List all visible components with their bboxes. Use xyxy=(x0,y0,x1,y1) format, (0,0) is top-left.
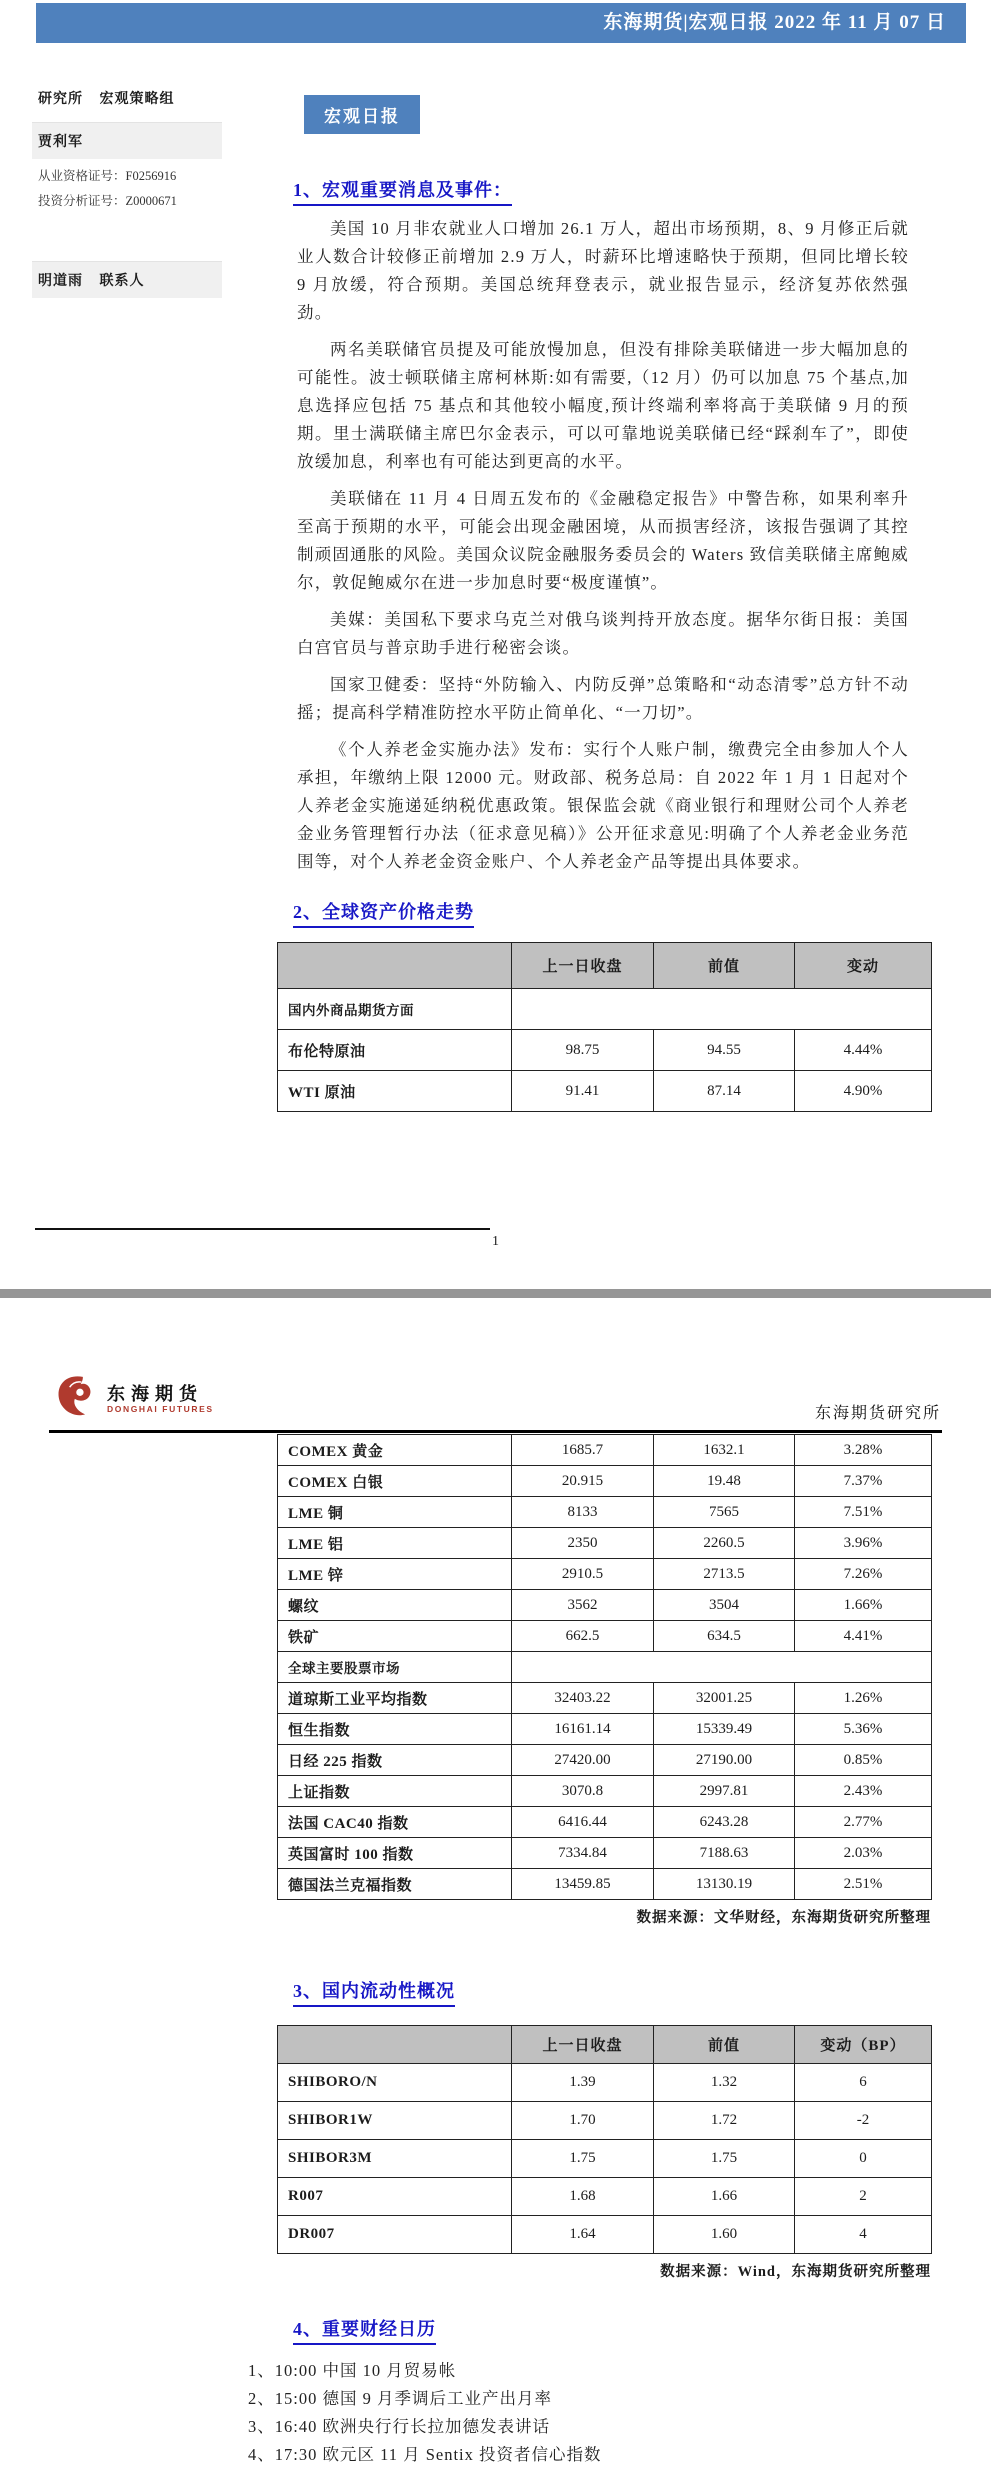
cell-value: 4.41% xyxy=(795,1621,932,1652)
table-row xyxy=(278,1776,932,1807)
row-label: COMEX 黄金 xyxy=(278,1435,512,1466)
cell-value: 27420.00 xyxy=(512,1745,654,1776)
row-label: COMEX 白银 xyxy=(278,1466,512,1497)
row-label: LME 铜 xyxy=(278,1497,512,1528)
cell-value: 20.915 xyxy=(512,1466,654,1497)
table-section-row xyxy=(278,1652,932,1683)
table-row xyxy=(278,1683,932,1714)
cell-value: 1.68 xyxy=(512,2178,654,2216)
cell-value: 4.44% xyxy=(795,1030,932,1071)
paragraph: 两名美联储官员提及可能放慢加息，但没有排除美联储进一步大幅加息的可能性。波士顿联储主席柯林斯:如有需要,（12 月）仍可以加息 75 个基点,加息选择应包括 75 基点和其他较小幅度,预计终端利率将高于美联储 9 月的预期。里士满联储主席巴尔金表示，可以可靠地说美联储已经“踩刹车了”，即使放缓加息，利率也有可能达到更高的水平。 xyxy=(297,340,909,471)
company-logo xyxy=(55,1372,214,1425)
cell-value: 4.90% xyxy=(795,1071,932,1112)
cell-value: 19.48 xyxy=(654,1466,795,1497)
dept-label: 研究所 xyxy=(38,92,83,107)
group-label: 宏观策略组 xyxy=(99,92,175,107)
row-label: 法国 CAC40 指数 xyxy=(278,1807,512,1838)
cell-value: 2.51% xyxy=(795,1869,932,1900)
section-row-spacer xyxy=(512,1652,932,1683)
calendar-item: 3、16:40 欧洲央行行长拉加德发表讲话 xyxy=(248,2417,550,2436)
cell-value: 7.26% xyxy=(795,1559,932,1590)
calendar-item: 4、17:30 欧元区 11 月 Sentix 投资者信心指数 xyxy=(248,2445,602,2464)
cell-value: 94.55 xyxy=(654,1030,795,1071)
section1-title: 1、宏观重要消息及事件： xyxy=(293,176,512,206)
page-divider xyxy=(0,1289,991,1298)
table-header-row xyxy=(278,943,932,989)
logo-text xyxy=(107,1384,214,1414)
column-header: 前值 xyxy=(654,943,795,989)
cell-value: 3562 xyxy=(512,1590,654,1621)
logo-name-cn: 东海期货 xyxy=(107,1383,203,1404)
logo-name-en: DONGHAI FUTURES xyxy=(107,1403,214,1414)
contact-line xyxy=(32,261,222,298)
table-row xyxy=(278,2140,932,2178)
row-label: 全球主要股票市场 xyxy=(278,1652,512,1683)
cell-value: 16161.14 xyxy=(512,1714,654,1745)
row-label: 恒生指数 xyxy=(278,1714,512,1745)
cell-value: 5.36% xyxy=(795,1714,932,1745)
table-row xyxy=(278,1528,932,1559)
paragraph: 国家卫健委：坚持“外防输入、内防反弹”总策略和“动态清零”总方针不动摇；提高科学精准防控水平防止简单化、“一刀切”。 xyxy=(297,675,909,722)
column-header: 前值 xyxy=(654,2026,795,2064)
row-label: 上证指数 xyxy=(278,1776,512,1807)
table-row xyxy=(278,1807,932,1838)
table-row xyxy=(278,1621,932,1652)
table-row xyxy=(278,1714,932,1745)
cell-value: 3.28% xyxy=(795,1435,932,1466)
cell-value: 634.5 xyxy=(654,1621,795,1652)
cell-value: 2910.5 xyxy=(512,1559,654,1590)
contact-name: 明道雨 xyxy=(38,274,83,289)
calendar-item: 1、10:00 中国 10 月贸易帐 xyxy=(248,2361,457,2380)
cell-value: 7334.84 xyxy=(512,1838,654,1869)
row-label: LME 铝 xyxy=(278,1528,512,1559)
cell-value: 32001.25 xyxy=(654,1683,795,1714)
practice-cert-number: 从业资格证号：F0256916 xyxy=(38,169,177,183)
section3-title: 3、国内流动性概况 xyxy=(293,1977,455,2007)
column-header: 上一日收盘 xyxy=(512,943,654,989)
analyst-sidebar xyxy=(32,88,222,298)
cell-value: 2997.81 xyxy=(654,1776,795,1807)
section4-title: 4、重要财经日历 xyxy=(293,2315,436,2345)
table-header-row xyxy=(278,2026,932,2064)
global-assets-table-page1 xyxy=(277,942,932,1112)
paragraph: 美联储在 11 月 4 日周五发布的《金融稳定报告》中警告称，如果利率升至高于预期的水平，可能会出现金融困境，从而损害经济，该报告强调了其控制顽固通胀的风险。美国众议院金融服务委员会的 Waters 致信美联储主席鲍威尔，敦促鲍威尔在进一步加息时要“极度谨慎”。 xyxy=(297,489,909,592)
cell-value: 8133 xyxy=(512,1497,654,1528)
data-source-note: 数据来源：Wind，东海期货研究所整理 xyxy=(660,2264,931,2280)
cell-value: 662.5 xyxy=(512,1621,654,1652)
header-rule xyxy=(49,1430,942,1433)
cell-value: 0.85% xyxy=(795,1745,932,1776)
report-title-banner: 东海期货|宏观日报 2022 年 11 月 07 日 xyxy=(36,3,966,43)
page1-content xyxy=(277,95,909,1112)
row-label: SHIBORO/N xyxy=(278,2064,512,2102)
section-row-spacer xyxy=(512,989,932,1030)
cell-value: 1685.7 xyxy=(512,1435,654,1466)
global-assets-table-page2 xyxy=(277,1434,932,1900)
cell-value: 7565 xyxy=(654,1497,795,1528)
footer-rule xyxy=(35,1228,490,1230)
cell-value: 7.51% xyxy=(795,1497,932,1528)
page2-content xyxy=(0,1340,991,2469)
table-row xyxy=(278,1030,932,1071)
cell-value: 2 xyxy=(795,2178,932,2216)
row-label: 国内外商品期货方面 xyxy=(278,989,512,1030)
report-type-badge: 宏观日报 xyxy=(304,95,420,134)
table-row xyxy=(278,1071,932,1112)
table-row xyxy=(278,2064,932,2102)
cell-value: 6416.44 xyxy=(512,1807,654,1838)
cell-value: 1.39 xyxy=(512,2064,654,2102)
table-row xyxy=(278,2178,932,2216)
cell-value: 91.41 xyxy=(512,1071,654,1112)
row-label: 道琼斯工业平均指数 xyxy=(278,1683,512,1714)
cell-value: 4 xyxy=(795,2216,932,2254)
row-label: SHIBOR1W xyxy=(278,2102,512,2140)
liquidity-table xyxy=(277,2025,932,2254)
cell-value: 6 xyxy=(795,2064,932,2102)
row-label: 铁矿 xyxy=(278,1621,512,1652)
table-section-row xyxy=(278,989,932,1030)
cell-value: 13130.19 xyxy=(654,1869,795,1900)
cell-value: 2350 xyxy=(512,1528,654,1559)
cell-value: 1.26% xyxy=(795,1683,932,1714)
research-institute-label: 东海期货研究所 xyxy=(814,1405,941,1422)
cell-value: 1.66 xyxy=(654,2178,795,2216)
cell-value: 1632.1 xyxy=(654,1435,795,1466)
column-header: 变动 xyxy=(795,943,932,989)
table-row xyxy=(278,2216,932,2254)
row-label: 螺纹 xyxy=(278,1590,512,1621)
cell-value: 1.72 xyxy=(654,2102,795,2140)
page-number: 1 xyxy=(492,1234,499,1249)
table-row xyxy=(278,1838,932,1869)
cell-value: 6243.28 xyxy=(654,1807,795,1838)
cell-value: 2.77% xyxy=(795,1807,932,1838)
cell-value: 7.37% xyxy=(795,1466,932,1497)
cell-value: 98.75 xyxy=(512,1030,654,1071)
page2-header xyxy=(0,1372,991,1430)
cell-value: 1.70 xyxy=(512,2102,654,2140)
analyst-name: 贾利军 xyxy=(32,122,222,159)
paragraph: 美媒：美国私下要求乌克兰对俄乌谈判持开放态度。据华尔街日报：美国白宫官员与普京助手进行秘密会谈。 xyxy=(297,610,909,657)
cell-value: 87.14 xyxy=(654,1071,795,1112)
column-header: 上一日收盘 xyxy=(512,2026,654,2064)
cell-value: 1.66% xyxy=(795,1590,932,1621)
column-header xyxy=(278,943,512,989)
analysis-cert-number: 投资分析证号：Z0000671 xyxy=(38,194,177,208)
section2-title: 2、全球资产价格走势 xyxy=(293,898,474,928)
row-label: DR007 xyxy=(278,2216,512,2254)
cell-value: 0 xyxy=(795,2140,932,2178)
table-row xyxy=(278,1435,932,1466)
cell-value: 13459.85 xyxy=(512,1869,654,1900)
data-source-note: 数据来源：文华财经，东海期货研究所整理 xyxy=(636,1910,931,1926)
table-row xyxy=(278,1869,932,1900)
cell-value: 2713.5 xyxy=(654,1559,795,1590)
row-label: 布伦特原油 xyxy=(278,1030,512,1071)
row-label: SHIBOR3M xyxy=(278,2140,512,2178)
cell-value: 2.43% xyxy=(795,1776,932,1807)
column-header: 变动（BP） xyxy=(795,2026,932,2064)
cell-value: 1.64 xyxy=(512,2216,654,2254)
row-label: WTI 原油 xyxy=(278,1071,512,1112)
column-header xyxy=(278,2026,512,2064)
table-row xyxy=(278,1497,932,1528)
cell-value: 15339.49 xyxy=(654,1714,795,1745)
contact-role: 联系人 xyxy=(99,274,145,289)
section1-paragraphs xyxy=(277,215,909,876)
paragraph: 美国 10 月非农就业人口增加 26.1 万人，超出市场预期，8、9 月修正后就业人数合计较修正前增加 2.9 万人，时薪环比增速略快于预期，但同比增长较 9 月放缓，符合预期。美国总统拜登表示，就业报告显示，经济复苏依然强劲。 xyxy=(297,219,909,322)
cell-value: 2.03% xyxy=(795,1838,932,1869)
table-row xyxy=(278,1590,932,1621)
cell-value: 3504 xyxy=(654,1590,795,1621)
table-row xyxy=(278,1559,932,1590)
donghai-logo-icon xyxy=(55,1372,99,1425)
paragraph: 《个人养老金实施办法》发布：实行个人账户制，缴费完全由参加人个人承担，年缴纳上限 12000 元。财政部、税务总局：自 2022 年 1 月 1 日起对个人养老金实施递延纳税优惠政策。银保监会就《商业银行和理财公司个人养老金业务管理暂行办法（征求意见稿）》公开征求意见:明确了个人养老金业务范围等，对个人养老金资金账户、个人养老金产品等提出具体要求。 xyxy=(297,740,909,871)
cell-value: 1.75 xyxy=(512,2140,654,2178)
row-label: LME 锌 xyxy=(278,1559,512,1590)
cell-value: 1.60 xyxy=(654,2216,795,2254)
cell-value: 3070.8 xyxy=(512,1776,654,1807)
row-label: 英国富时 100 指数 xyxy=(278,1838,512,1869)
economic-calendar-list xyxy=(248,2357,991,2469)
calendar-item: 2、15:00 德国 9 月季调后工业产出月率 xyxy=(248,2389,552,2408)
cell-value: 2260.5 xyxy=(654,1528,795,1559)
cell-value: 1.32 xyxy=(654,2064,795,2102)
cell-value: 3.96% xyxy=(795,1528,932,1559)
table-row xyxy=(278,2102,932,2140)
cell-value: 27190.00 xyxy=(654,1745,795,1776)
row-label: 德国法兰克福指数 xyxy=(278,1869,512,1900)
cell-value: 1.75 xyxy=(654,2140,795,2178)
cell-value: -2 xyxy=(795,2102,932,2140)
table-row xyxy=(278,1466,932,1497)
table-row xyxy=(278,1745,932,1776)
row-label: 日经 225 指数 xyxy=(278,1745,512,1776)
cell-value: 7188.63 xyxy=(654,1838,795,1869)
row-label: R007 xyxy=(278,2178,512,2216)
dept-line xyxy=(32,88,222,108)
cell-value: 32403.22 xyxy=(512,1683,654,1714)
